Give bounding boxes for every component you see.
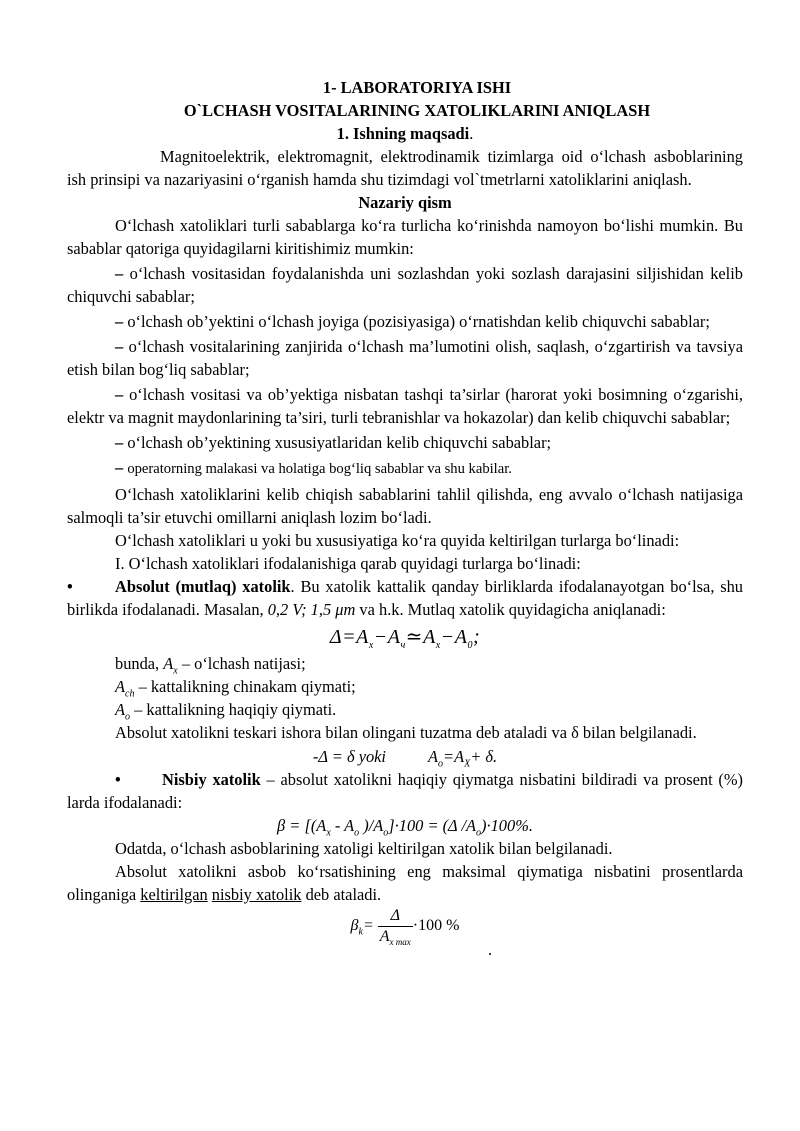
where-line	[67, 652, 743, 675]
absolute-error-paragraph	[67, 575, 743, 621]
cause-text: o‘lchash vositalarining zanjirida o‘lchash ma’lumotini olish, saqlash, o‘zgartirish va tavsiya etish bilan bog‘liq sabablar;	[67, 337, 743, 379]
correction-formula	[67, 745, 743, 768]
document-page	[67, 76, 743, 958]
theory-heading: Nazariy qism	[358, 193, 452, 212]
dash-mark: –	[115, 458, 124, 477]
relative-error-formula	[67, 814, 743, 837]
aim-heading-dot: .	[469, 124, 474, 143]
fraction-numerator: Δ	[378, 906, 413, 927]
cause-item	[67, 262, 743, 308]
where-text: – o‘lchash natijasi;	[177, 654, 306, 673]
absolute-error-example: 0,2 V; 1,5 μm	[267, 600, 356, 619]
cause-item	[67, 456, 743, 481]
formula-sub-x: x	[368, 640, 374, 651]
lab-title: 1- LABORATORIYA ISHI	[322, 78, 512, 97]
reduced-error-intro: Odatda, o‘lchash asboblarining xatoligi keltirilgan xatolik bilan belgilanadi.	[115, 839, 613, 858]
lab-subtitle: O`LCHASH VOSITALARINING XATOLIKLARINI ANIQLASH	[183, 101, 651, 120]
formula-sub-x: X	[464, 758, 471, 770]
relative-error-term: Nisbiy xatolik	[162, 770, 261, 789]
bullet-mark: •	[67, 577, 73, 596]
reduced-error-formula	[67, 906, 743, 958]
where-text: – kattalikning haqiqiy qiymati.	[130, 700, 337, 719]
cause-item	[67, 431, 743, 454]
reduced-def-text: Absolut xatolikni asbob ko‘rsatishining eng maksimal qiymatiga nisbatini prosentlarda olinganiga	[67, 862, 743, 904]
where-lead: bunda,	[115, 654, 164, 673]
reduced-def-underlined: keltirilgan	[140, 885, 208, 904]
dash-mark: –	[115, 433, 124, 452]
cause-text: operatorning malakasi va holatiga bog‘liq sabablar va shu kabilar.	[127, 461, 512, 477]
formula-part: )·100%.	[481, 816, 533, 835]
relative-error-text: – absolut xatolikni haqiqiy qiymatga nisbatini bildiradi va prosent (%) larda ifodalanadi:	[67, 770, 744, 812]
dash-mark: –	[115, 337, 124, 356]
aim-heading	[67, 122, 743, 145]
dash-mark: –	[115, 312, 124, 331]
section-one-heading: I. O‘lchash xatoliklari ifodalanishiga qarab quyidagi turlarga bo‘linadi:	[115, 554, 581, 573]
formula-minus: −	[373, 626, 388, 648]
formula-sub-x: x	[435, 640, 441, 651]
formula-a: A	[387, 626, 401, 648]
formula-a: A	[423, 626, 436, 648]
absolute-error-text: . Bu xatolik kattalik qanday birliklarda ifodalanayotgan bo‘lsa, shu birlikda ifodalanadi. Masalan,	[67, 577, 743, 619]
formula-dot: .	[488, 940, 493, 959]
reduced-def-text: deb ataladi.	[301, 885, 382, 904]
absolute-error-formula	[67, 622, 743, 652]
formula-sub-o: o	[438, 758, 444, 770]
formula-sub-0: 0	[467, 640, 473, 651]
absolute-error-term: Absolut (mutlaq) xatolik	[115, 577, 291, 596]
formula-delta: Δ	[329, 626, 343, 648]
formula-part: ]·100 = (Δ /A	[388, 816, 477, 835]
analysis-paragraph: O‘lchash xatoliklarini kelib chiqish sabablarini tahlil qilishda, eng avvalo o‘lchash natijasiga salmoqli ta’sir etuvchi omillarni aniqlash lozim bo‘ladi.	[67, 485, 743, 527]
formula-sub: x	[326, 827, 331, 839]
formula-times: ·100 %	[412, 917, 460, 935]
formula-part: )/A	[359, 816, 384, 835]
absolute-error-tail: va h.k. Mutlaq xatolik quyidagicha aniqlanadi:	[355, 600, 666, 619]
where-line	[67, 698, 743, 721]
formula-part: β = [(A	[277, 816, 327, 835]
formula-sub: o	[383, 827, 389, 839]
fraction-den-a: A	[379, 928, 390, 945]
formula-yoki: yoki	[358, 747, 386, 766]
classification-paragraph: O‘lchash xatoliklari u yoki bu xususiyatiga ko‘ra quyida keltirilgan turlarga bo‘linadi:	[115, 531, 680, 550]
aim-heading-label: 1. Ishning maqsadi	[336, 124, 470, 143]
bullet-mark: •	[115, 770, 121, 789]
fraction-denominator	[378, 927, 413, 948]
formula-plus: + δ.	[470, 747, 498, 766]
cause-item	[67, 383, 743, 429]
where-sub: x	[173, 665, 178, 677]
formula-eq: =	[362, 917, 374, 935]
where-a: A	[115, 677, 126, 696]
cause-item	[67, 335, 743, 381]
cause-item	[67, 310, 743, 333]
theory-intro: O‘lchash xatoliklari turli sabablarga ko‘ra turlicha ko‘rinishda namoyon bo‘lishi mumkin. Bu sabablar qatoriga quyidagilarni kiritishimiz mumkin:	[67, 216, 743, 258]
where-sub: ch	[125, 688, 135, 700]
aim-paragraph: Magnitoelektrik, elektromagnit, elektrodinamik tizimlarga oid o‘lchash asboblarining ish prinsipi va nazariyasini o‘rganish hamda shu tizimdagi vol`tmetrlarni xatoliklarini aniqlash.	[67, 147, 743, 189]
formula-sub-k: k	[358, 926, 363, 938]
cause-text: o‘lchash ob’yektining xususiyatlaridan kelib chiquvchi sabablar;	[127, 433, 552, 452]
formula-fraction	[378, 906, 413, 947]
formula-a: A	[454, 626, 468, 648]
formula-fraction-expr	[351, 906, 460, 947]
cause-text: o‘lchash vositasidan foydalanishda uni sozlashdan yoki sozlash darajasini siljishidan kelib chiquvchi sabablar;	[67, 264, 743, 306]
correction-paragraph: Absolut xatolikni teskari ishora bilan olingani tuzatma deb ataladi va δ bilan belgilanadi.	[115, 723, 697, 742]
where-a: A	[115, 700, 126, 719]
formula-left: -Δ = δ	[312, 747, 359, 766]
formula-minus: −	[440, 626, 455, 648]
where-a: A	[163, 654, 174, 673]
where-text: – kattalikning chinakam qiymati;	[134, 677, 356, 696]
formula-end: ;	[472, 626, 481, 648]
where-sub: o	[125, 711, 131, 723]
formula-sub: o	[476, 827, 482, 839]
formula-approx: ≃	[405, 626, 424, 648]
fraction-den-sub: x max	[389, 937, 411, 948]
relative-error-paragraph	[67, 768, 743, 814]
formula-eq: =	[342, 626, 357, 648]
formula-beta: β	[350, 917, 359, 935]
cause-text: o‘lchash ob’yektini o‘lchash joyiga (pozisiyasiga) o‘rnatishdan kelib chiquvchi sabablar;	[127, 312, 710, 331]
formula-sub: o	[354, 827, 360, 839]
formula-part: - A	[330, 816, 355, 835]
formula-eq: =A	[443, 747, 465, 766]
dash-mark: –	[115, 264, 124, 283]
dash-mark: –	[115, 385, 124, 404]
cause-text: o‘lchash vositasi va ob’yektiga nisbatan tashqi ta’sirlar (harorat yoki bosimning o‘zgarishi, elektr va magnit maydonlarining ta’siri, turli tebranishlar va hokazolar) dan kelib chiquvchi sabablar;	[67, 385, 743, 427]
where-line	[67, 675, 743, 698]
formula-a: A	[428, 747, 439, 766]
reduced-error-definition	[67, 860, 743, 906]
formula-a: A	[356, 626, 369, 648]
reduced-def-underlined: nisbiy xatolik	[211, 885, 302, 904]
formula-sub-ch: ч	[400, 640, 406, 651]
